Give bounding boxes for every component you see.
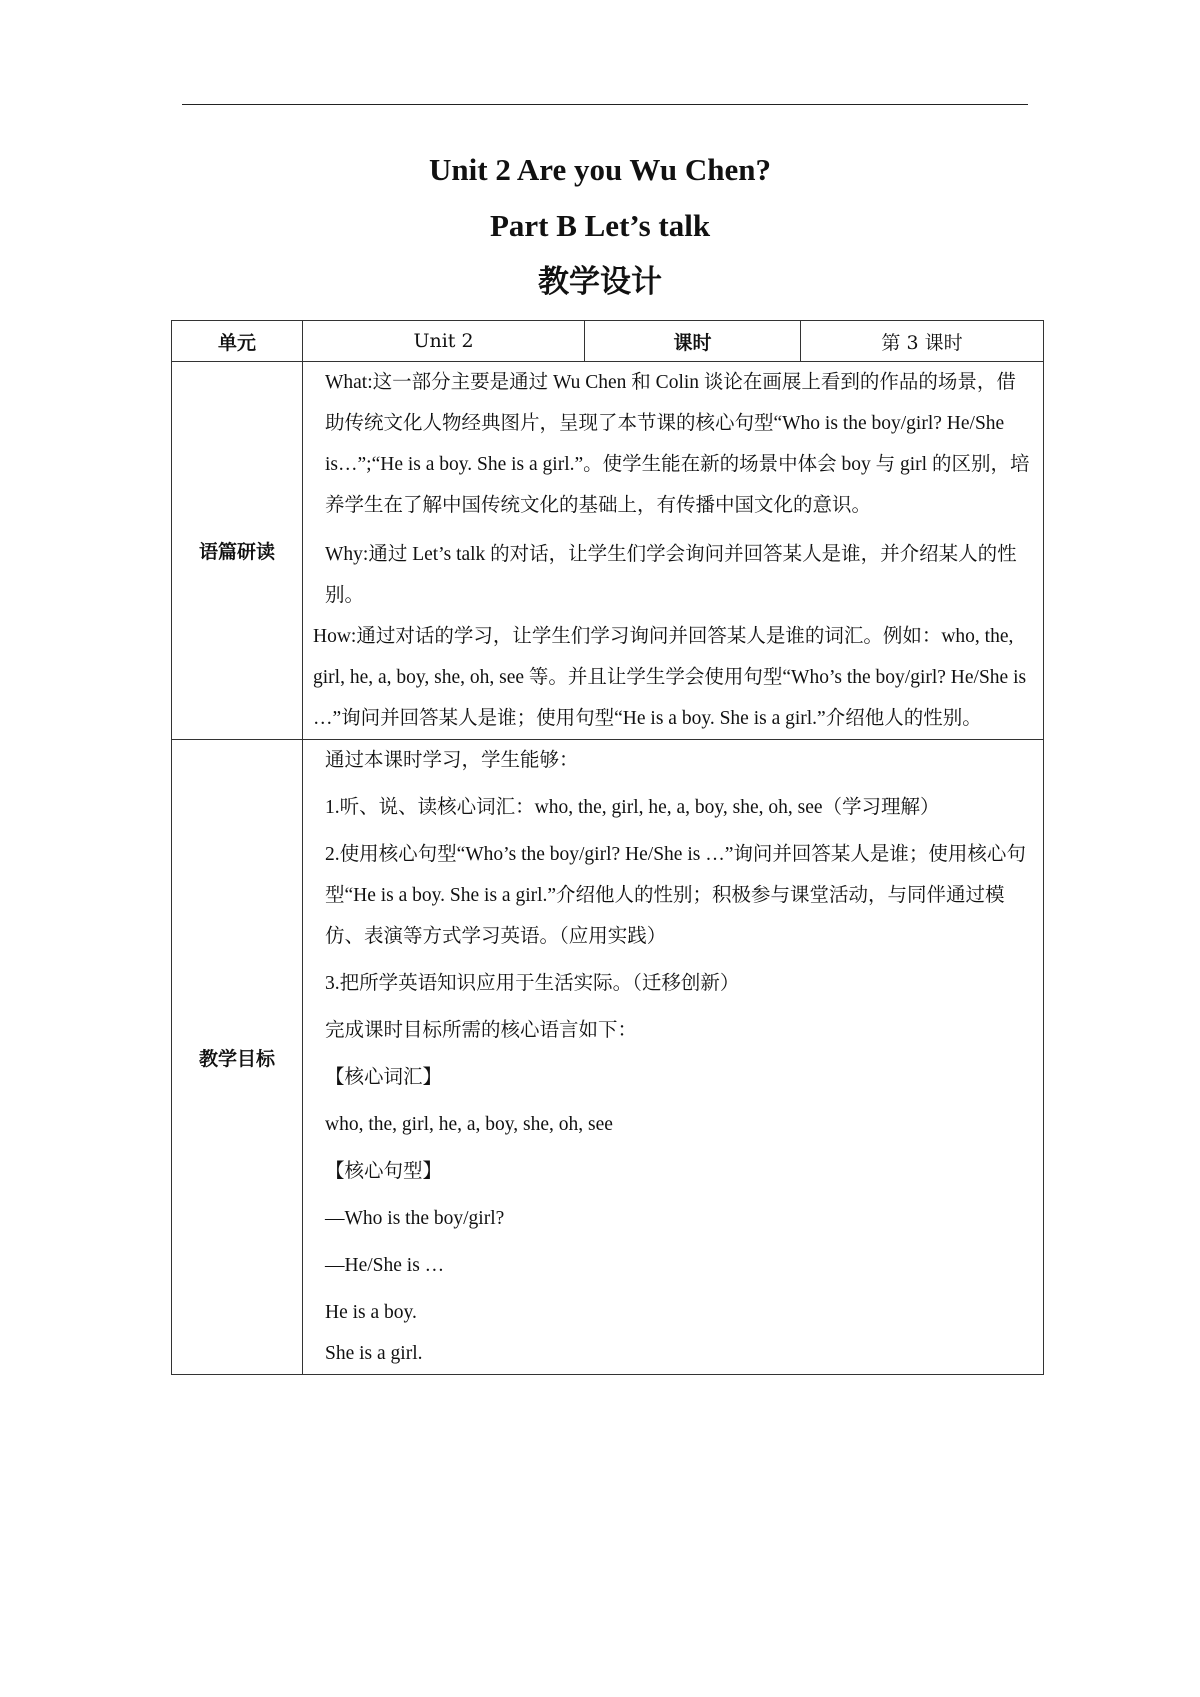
reading-how: How:通过对话的学习，让学生们学习询问并回答某人是谁的词汇。例如：who, the, girl, he, a, boy, she, oh, see 等。并且让学生学会使用句型“Who’s the boy/girl? He/She is …”询问并回答某人是谁；使用句型“He is a boy. She is a girl.”介绍他人的性别。 [313,626,1027,729]
objectives-label-cell [172,740,303,1375]
lesson-value-cell [801,321,1044,362]
reading-content-cell [303,362,1044,740]
objectives-row [172,740,1044,1375]
pattern-1: —Who is the boy/girl? [325,1208,505,1229]
pattern-heading: 【核心句型】 [325,1161,443,1182]
objectives-label: 教学目标 [198,1047,275,1070]
reading-row [172,362,1044,740]
reading-why: Why:通过 Let’s talk 的对话，让学生们学会询问并回答某人是谁，并介绍某人的性别。 [325,544,1017,606]
unit-value: Unit 2 [413,330,474,352]
pattern-3: He is a boy. [325,1302,417,1323]
lesson-label: 课时 [673,331,712,354]
objectives-intro: 通过本课时学习，学生能够： [325,750,579,771]
vocab-heading: 【核心词汇】 [325,1067,443,1088]
title-cn: 教学设计 [538,264,662,300]
unit-label-cell [172,321,303,362]
header-rule [182,104,1028,105]
reading-what: What:这一部分主要是通过 Wu Chen 和 Colin 谈论在画展上看到的作品的场景，借助传统文化人物经典图片，呈现了本节课的核心句型“Who is the boy/girl? He/She is…”;“He is a boy. She is a girl.”。使学生能在新的场景中体会 boy 与 girl 的区别，培养学生在了解中国传统文化的基础上，有传播中国文化的意识。 [325,372,1030,516]
vocab-list: who, the, girl, he, a, boy, she, oh, see [325,1114,613,1135]
unit-label: 单元 [217,331,256,354]
reading-label-cell [172,362,303,740]
objective-item-3: 3.把所学英语知识应用于生活实际。（迁移创新） [325,973,740,994]
unit-value-cell [303,321,585,362]
objective-item-2: 2.使用核心句型“Who’s the boy/girl? He/She is …”询问并回答某人是谁；使用核心句型“He is a boy. She is a girl.”介绍他人的性别；积极参与课堂活动，与同伴通过模仿、表演等方式学习英语。（应用实践） [325,844,1026,947]
title-part: Part B Let’s talk [489,208,711,243]
title-block [0,142,1200,310]
pattern-4: She is a girl. [325,1343,423,1364]
objective-item-1: 1.听、说、读核心词汇：who, the, girl, he, a, boy, she, oh, see（学习理解） [325,797,940,818]
header-row [172,321,1044,362]
title-unit: Unit 2 Are you Wu Chen? [429,152,771,187]
lesson-plan-table [171,320,1044,1375]
lesson-value: 第 3 课时 [881,331,963,354]
reading-label: 语篇研读 [198,541,275,563]
lesson-label-cell [585,321,801,362]
pattern-2: —He/She is … [325,1255,445,1276]
core-language-intro: 完成课时目标所需的核心语言如下： [325,1020,638,1041]
objectives-content-cell [303,740,1044,1375]
